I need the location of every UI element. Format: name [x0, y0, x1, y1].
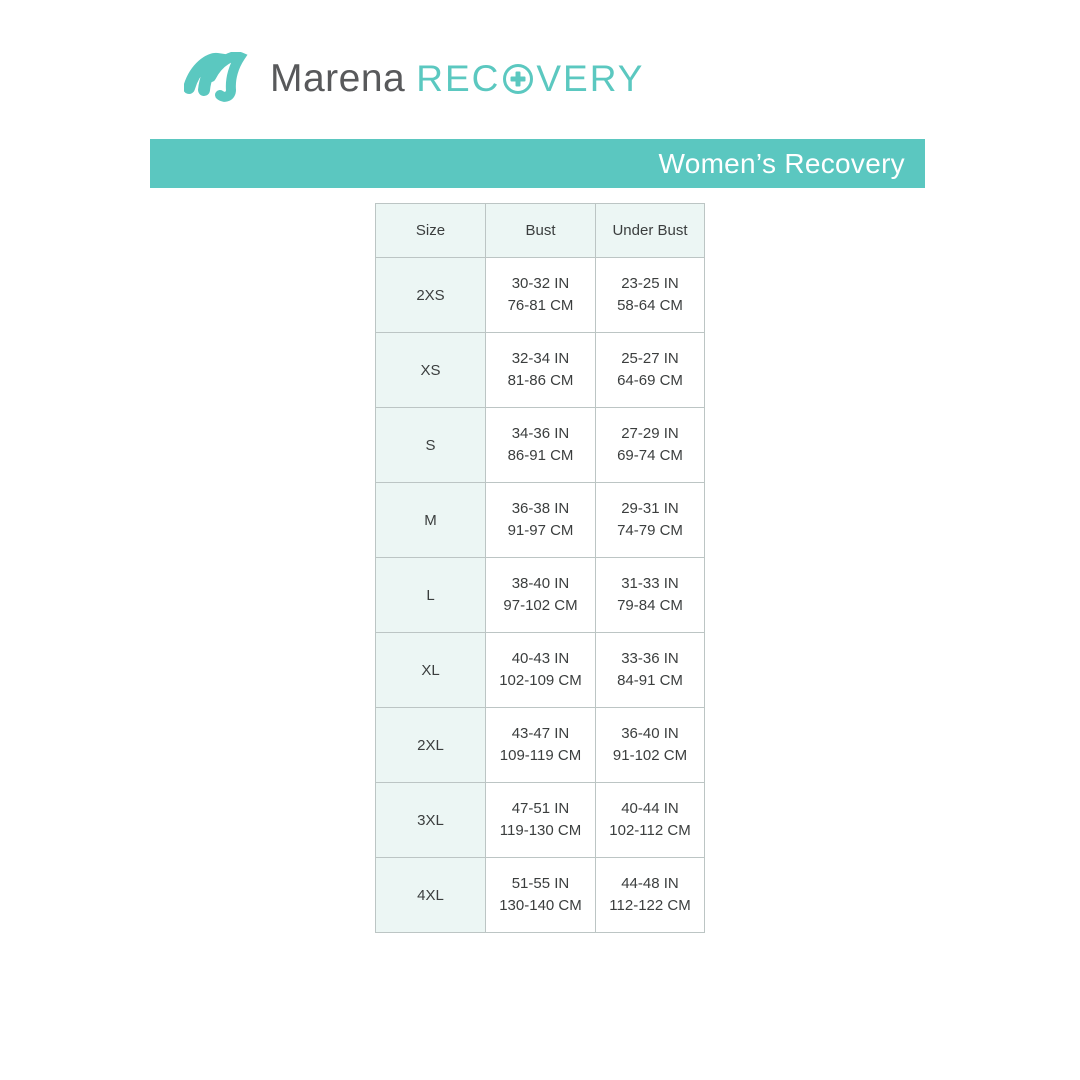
size-label: L	[376, 558, 486, 633]
under-bust-cm: 112-122 CM	[609, 897, 691, 914]
size-label: 2XL	[376, 708, 486, 783]
table-row	[376, 333, 705, 408]
bust-inches: 36-38 IN	[511, 500, 570, 517]
under-bust-inches: 29-31 IN	[621, 500, 679, 517]
brand-name: Marena	[270, 57, 406, 100]
under-bust-cm: 74-79 CM	[617, 522, 683, 539]
under-bust-inches: 31-33 IN	[621, 575, 679, 592]
bust-inches: 30-32 IN	[511, 275, 570, 292]
medical-cross-circle-icon	[503, 64, 533, 94]
under-bust-range	[596, 333, 705, 408]
bust-inches: 43-47 IN	[511, 725, 570, 742]
table-row	[376, 708, 705, 783]
under-bust-inches: 44-48 IN	[621, 875, 679, 892]
bust-range	[486, 858, 596, 933]
under-bust-cm: 84-91 CM	[617, 672, 683, 689]
under-bust-range	[596, 408, 705, 483]
table-row	[376, 858, 705, 933]
under-bust-inches: 36-40 IN	[621, 725, 679, 742]
bust-range	[486, 483, 596, 558]
bust-inches: 38-40 IN	[511, 575, 570, 592]
under-bust-cm: 91-102 CM	[612, 747, 688, 764]
size-label: S	[376, 408, 486, 483]
size-label: XL	[376, 633, 486, 708]
size-chart-table	[375, 203, 705, 933]
under-bust-inches: 25-27 IN	[621, 350, 679, 367]
bust-inches: 32-34 IN	[511, 350, 570, 367]
under-bust-cm: 79-84 CM	[617, 597, 683, 614]
size-label: M	[376, 483, 486, 558]
bust-cm: 86-91 CM	[507, 447, 574, 464]
bust-inches: 51-55 IN	[511, 875, 570, 892]
size-label: 3XL	[376, 783, 486, 858]
under-bust-inches: 33-36 IN	[621, 650, 679, 667]
bust-cm: 97-102 CM	[503, 597, 578, 614]
column-header-bust: Bust	[486, 204, 596, 258]
recovery-prefix: REC	[416, 58, 501, 99]
bust-range	[486, 333, 596, 408]
under-bust-range	[596, 858, 705, 933]
banner-title: Women’s Recovery	[658, 147, 905, 179]
bust-cm: 119-130 CM	[499, 822, 582, 839]
category-banner	[150, 139, 925, 188]
under-bust-cm: 69-74 CM	[617, 447, 683, 464]
bust-inches: 34-36 IN	[511, 425, 570, 442]
under-bust-range	[596, 558, 705, 633]
bust-cm: 102-109 CM	[499, 672, 582, 689]
header-row	[376, 204, 705, 258]
table-row	[376, 783, 705, 858]
bust-range	[486, 258, 596, 333]
table-row	[376, 558, 705, 633]
bust-range	[486, 408, 596, 483]
column-header-under-bust: Under Bust	[596, 204, 705, 258]
bust-range	[486, 633, 596, 708]
bust-cm: 109-119 CM	[499, 747, 582, 764]
size-label: 4XL	[376, 858, 486, 933]
under-bust-range	[596, 708, 705, 783]
bust-inches: 47-51 IN	[511, 800, 570, 817]
recovery-suffix: VERY	[536, 58, 645, 99]
bust-inches: 40-43 IN	[511, 650, 570, 667]
under-bust-cm: 64-69 CM	[617, 372, 683, 389]
bust-range	[486, 783, 596, 858]
bust-cm: 91-97 CM	[507, 522, 574, 539]
table-row	[376, 483, 705, 558]
marena-swoosh-icon	[184, 52, 254, 106]
brand-logo	[184, 48, 644, 110]
bust-cm: 76-81 CM	[507, 297, 574, 314]
under-bust-cm: 58-64 CM	[617, 297, 683, 314]
under-bust-inches: 27-29 IN	[621, 425, 679, 442]
bust-range	[486, 558, 596, 633]
bust-cm: 81-86 CM	[507, 372, 574, 389]
under-bust-range	[596, 783, 705, 858]
under-bust-inches: 23-25 IN	[621, 275, 679, 292]
table-row	[376, 633, 705, 708]
under-bust-inches: 40-44 IN	[621, 800, 679, 817]
column-header-size: Size	[376, 204, 486, 258]
bust-cm: 130-140 CM	[499, 897, 582, 914]
under-bust-range	[596, 483, 705, 558]
table-row	[376, 408, 705, 483]
table-row	[376, 258, 705, 333]
under-bust-cm: 102-112 CM	[609, 822, 691, 839]
size-label: 2XS	[376, 258, 486, 333]
size-label: XS	[376, 333, 486, 408]
logo-text	[270, 57, 644, 101]
product-line-name	[416, 58, 644, 100]
under-bust-range	[596, 258, 705, 333]
under-bust-range	[596, 633, 705, 708]
bust-range	[486, 708, 596, 783]
